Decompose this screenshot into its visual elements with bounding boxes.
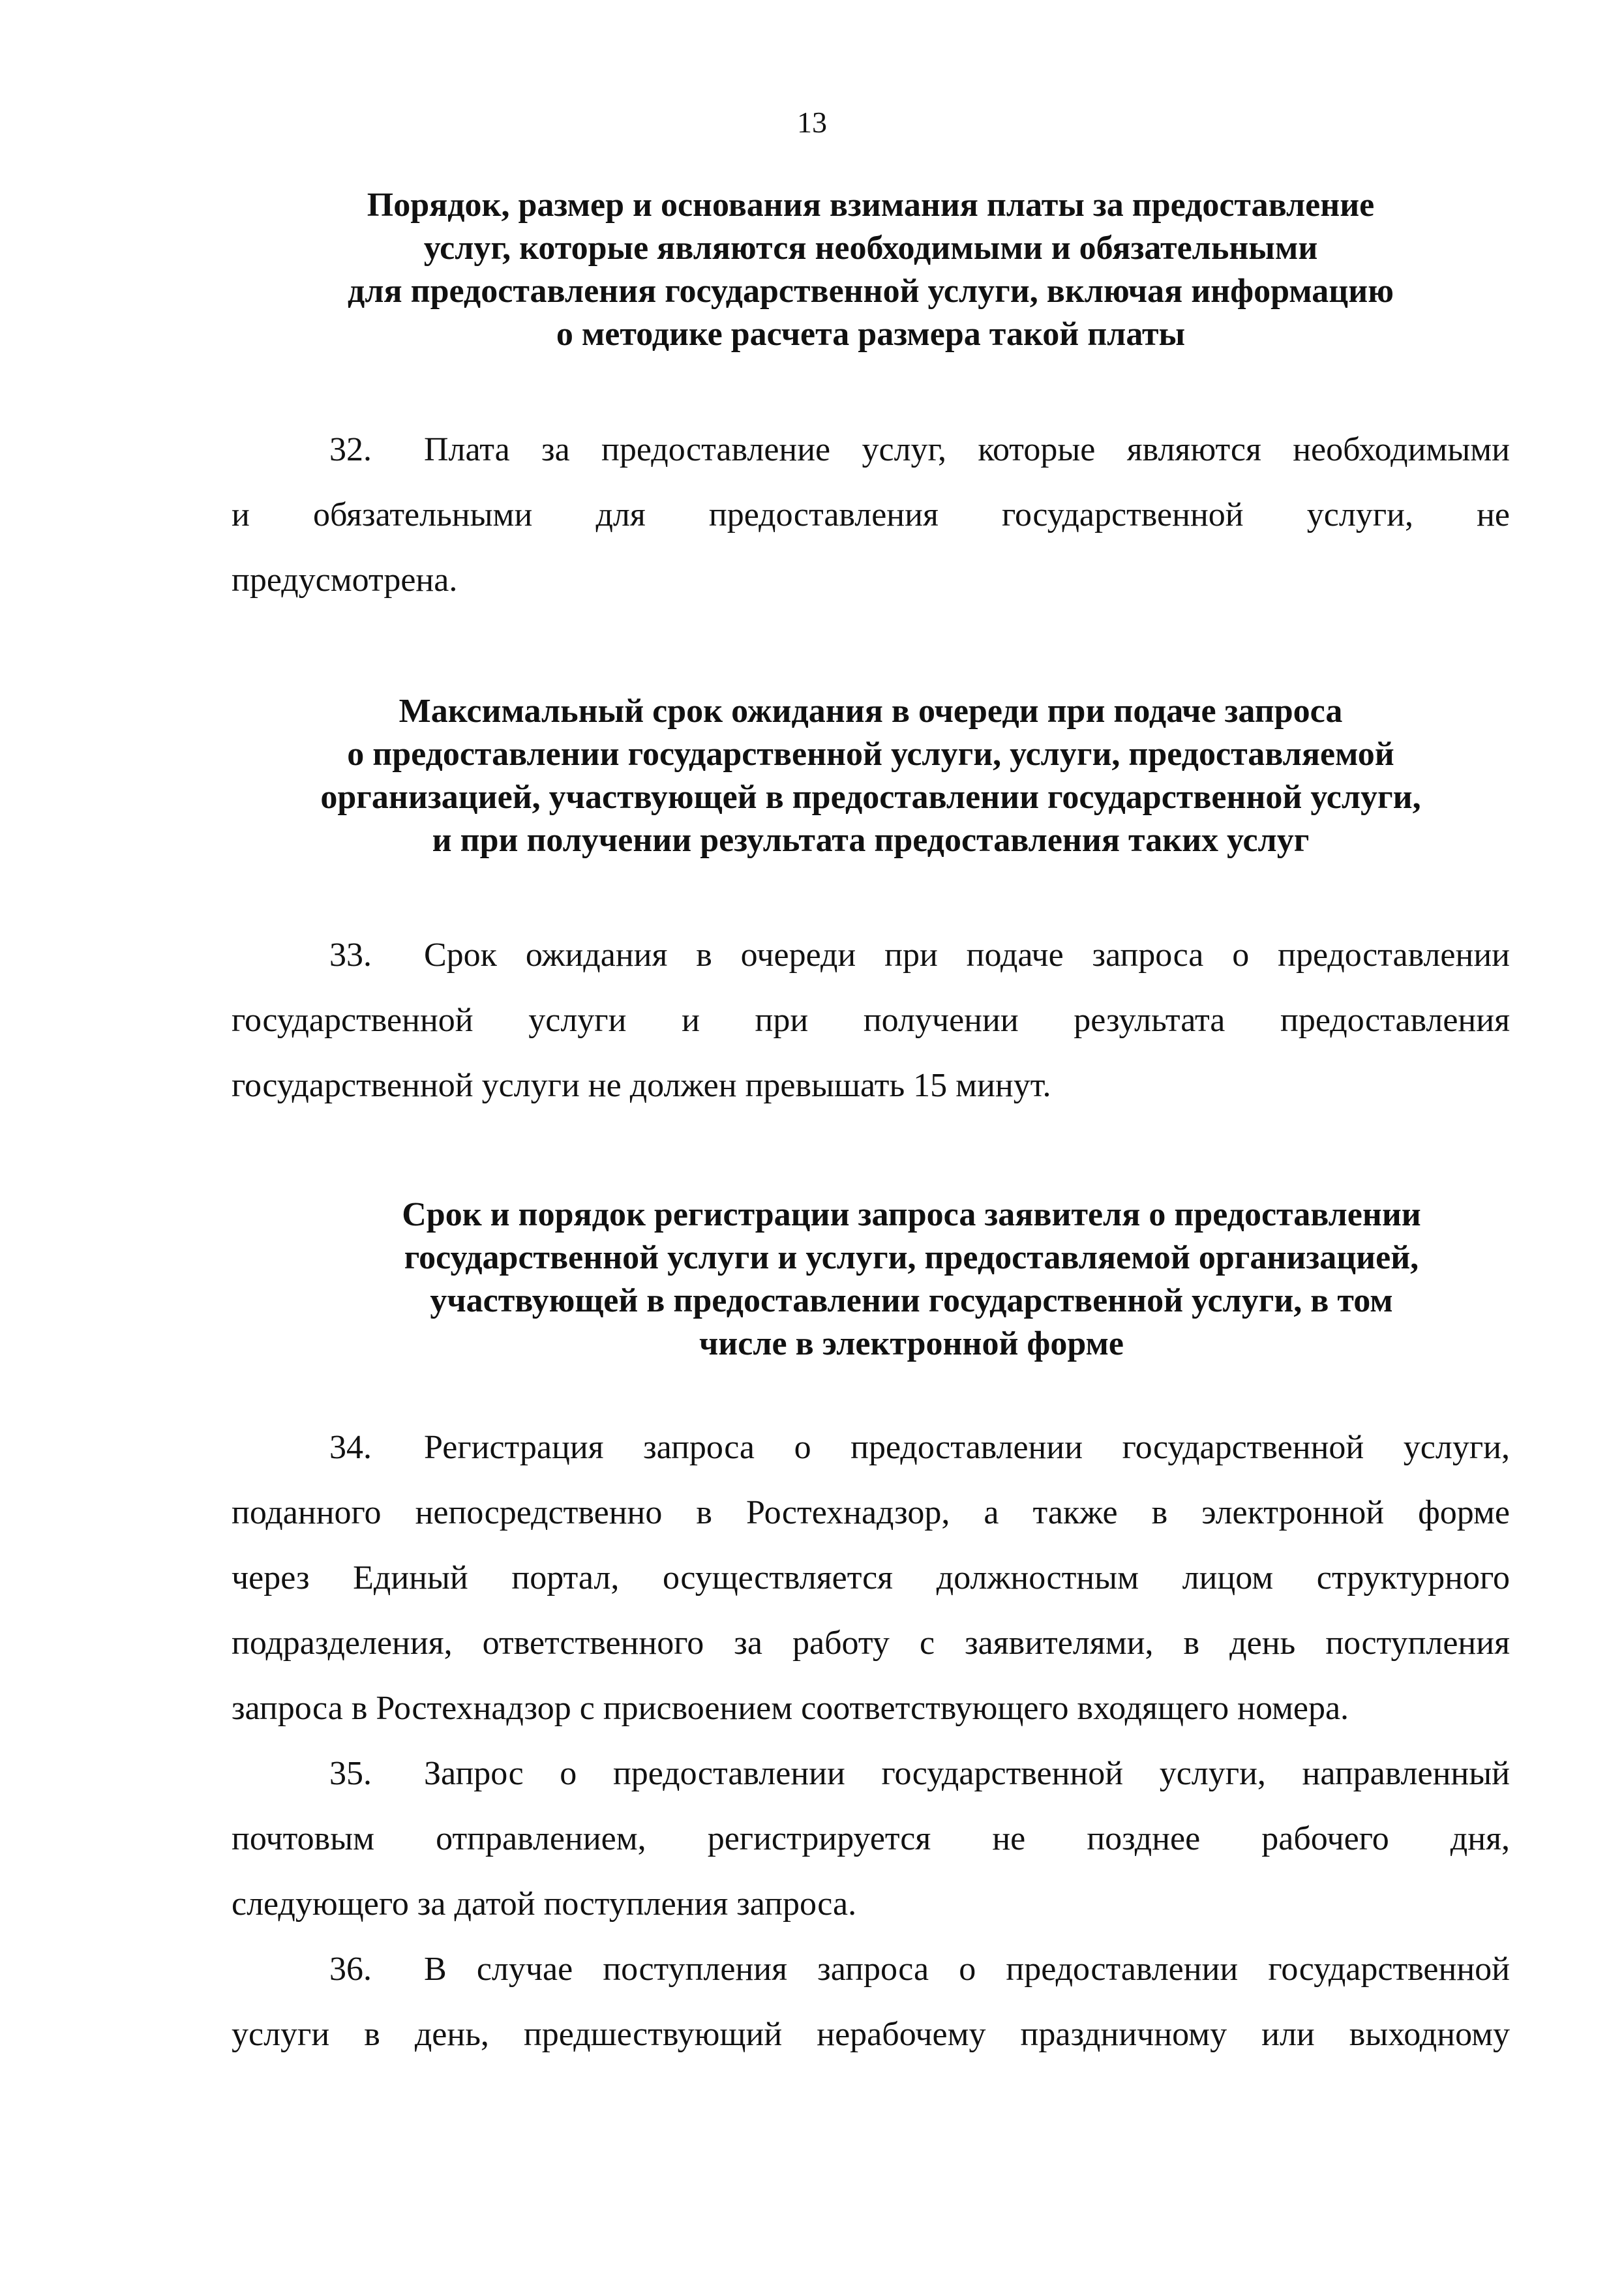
heading-line: Максимальный срок ожидания в очереди при подаче запроса [398, 693, 1343, 730]
paragraph-line: поданного непосредственно в Ростехнадзор, а также в электронной форме [232, 1494, 1510, 1531]
paragraph-number: 35. [329, 1755, 372, 1792]
paragraph-line: услуги в день, предшествующий нерабочему праздничному или выходному [232, 2016, 1510, 2053]
paragraph-line: государственной услуги и при получении результата предоставления [232, 1002, 1510, 1039]
paragraph-32 [232, 417, 1510, 613]
paragraph-34 [232, 1415, 1510, 1741]
section-heading-registration [313, 1193, 1510, 1366]
heading-line: участвующей в предоставлении государственной услуги, в том [430, 1282, 1393, 1319]
paragraph-line: через Единый портал, осуществляется должностным лицом структурного [232, 1559, 1510, 1596]
paragraph-35 [232, 1741, 1510, 1937]
paragraph-line: 35. Запрос о предоставлении государственной услуги, направленный [232, 1741, 1510, 1806]
paragraph-number: 36. [329, 1951, 372, 1988]
paragraph-line: запроса в Ростехнадзор с присвоением соответствующего входящего номера. [232, 1690, 1349, 1727]
paragraph-line: 32. Плата за предоставление услуг, которые являются необходимыми [232, 417, 1510, 483]
paragraph-33 [232, 923, 1510, 1118]
heading-line: Срок и порядок регистрации запроса заявителя о предоставлении [402, 1196, 1421, 1233]
heading-line: Порядок, размер и основания взимания платы за предоставление [367, 187, 1375, 224]
paragraph-number: 33. [329, 936, 372, 974]
heading-line: государственной услуги и услуги, предоставляемой организацией, [404, 1239, 1419, 1276]
page-number: 13 [797, 106, 827, 139]
paragraph-line: почтовым отправлением, регистрируется не позднее рабочего дня, [232, 1820, 1510, 1857]
heading-line: о методике расчета размера такой платы [556, 316, 1186, 353]
paragraph-line: 33. Срок ожидания в очереди при подаче запроса о предоставлении [232, 923, 1510, 988]
paragraph-line: 36. В случае поступления запроса о предоставлении государственной [232, 1937, 1510, 2002]
paragraph-line: подразделения, ответственного за работу с заявителями, в день поступления [232, 1625, 1510, 1662]
paragraph-36 [232, 1937, 1510, 2067]
paragraph-line: предусмотрена. [232, 562, 458, 599]
heading-line: услуг, которые являются необходимыми и обязательными [423, 230, 1318, 267]
heading-line: о предоставлении государственной услуги, услуги, предоставляемой [347, 736, 1394, 773]
section-heading-fees [232, 184, 1510, 356]
paragraph-line: 34. Регистрация запроса о предоставлении государственной услуги, [232, 1415, 1510, 1480]
heading-line: для предоставления государственной услуги, включая информацию [348, 273, 1394, 310]
paragraph-number: 34. [329, 1429, 372, 1466]
paragraph-line: государственной услуги не должен превышать 15 минут. [232, 1067, 1051, 1104]
heading-line: организацией, участвующей в предоставлении государственной услуги, [320, 779, 1421, 816]
section-heading-queue-time [232, 690, 1510, 862]
paragraph-number: 32. [329, 431, 372, 468]
paragraph-line: следующего за датой поступления запроса. [232, 1885, 857, 1923]
heading-line: числе в электронной форме [699, 1325, 1124, 1362]
paragraph-line: и обязательными для предоставления государственной услуги, не [232, 496, 1510, 533]
heading-line: и при получении результата предоставления таких услуг [432, 822, 1310, 859]
